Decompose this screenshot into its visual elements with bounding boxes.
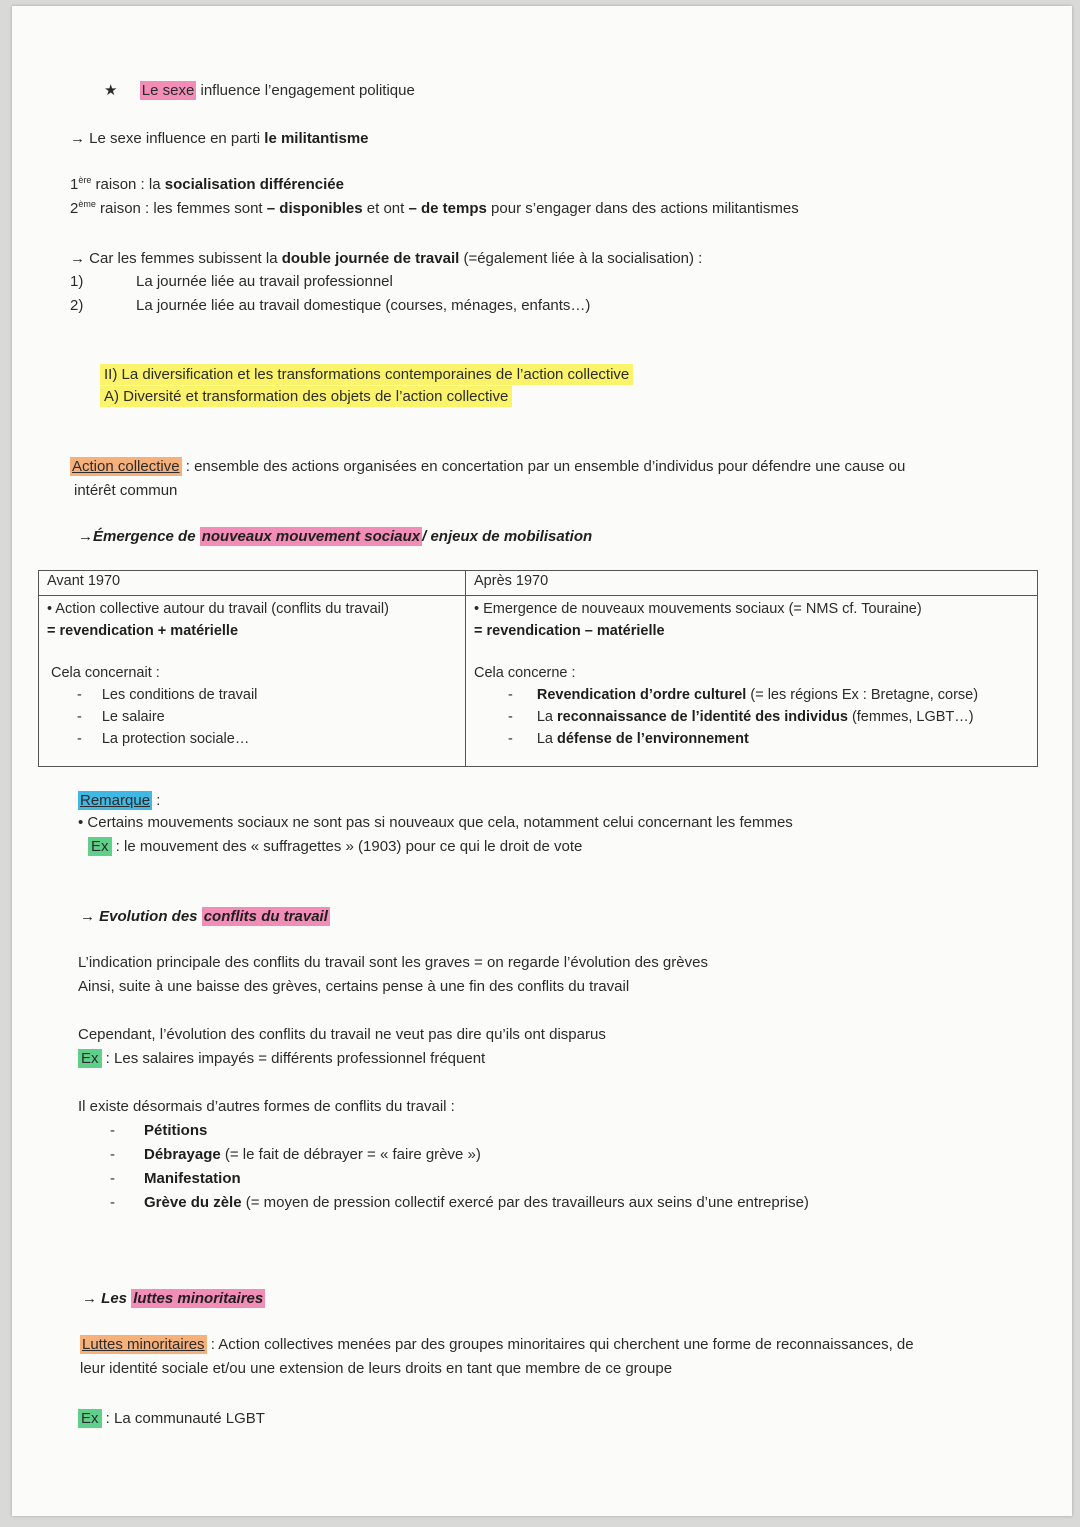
term-action-collective: Action collective: [72, 458, 180, 475]
list-item: - Grève du zèle (= moyen de pression collectif exercé par des travailleurs aux seins d’une entreprise): [110, 1194, 809, 1211]
definition-continuation: leur identité sociale et/ou une extension de leurs droits en tant que membre de ce groupe: [80, 1360, 673, 1377]
definition-luttes: Luttes minoritaires : Action collectives menées par des groupes minoritaires qui cherchent une forme de reconnaissances, de: [82, 1336, 914, 1353]
table-cell-apres: • Emergence de nouveaux mouvements sociaux (= NMS cf. Touraine) = revendication – matérielle Cela concerne : - Revendication d’ordre culturel (= les régions Ex : Bretagne, corse) - La reconnaissance de l’identité des individus (femmes, LGBT…) - La défense de l’environnement: [466, 596, 1038, 767]
list-item: - Le salaire: [77, 709, 165, 725]
list-item: - La reconnaissance de l’identité des individus (femmes, LGBT…): [508, 709, 974, 725]
list-item: - Manifestation: [110, 1170, 241, 1187]
evolution-para-2: Cependant, l’évolution des conflits du travail ne veut pas dire qu’ils ont disparus Ex : Les salaires impayés = différents professionnel fréquent: [78, 1026, 606, 1067]
list-item: - Débrayage (= le fait de débrayer = « faire grève »): [110, 1146, 481, 1163]
luttes-example: Ex : La communauté LGBT: [78, 1410, 265, 1428]
star-icon: ★: [104, 82, 118, 99]
section-title: ★ Le sexe influence l’engagement politique: [104, 82, 415, 99]
luttes-heading: → Les luttes minoritaires: [82, 1290, 264, 1307]
list-item: - La défense de l’environnement: [508, 731, 749, 747]
list-item: 2) La journée liée au travail domestique (courses, ménages, enfants…): [70, 297, 591, 314]
list-item: - Pétitions: [110, 1122, 208, 1139]
comparison-table: [38, 570, 1038, 767]
definition-action-collective: Action collective : ensemble des actions organisées en concertation par un ensemble d’individus pour défendre une cause ou: [72, 458, 906, 475]
ex-badge: Ex: [78, 1409, 102, 1428]
remarque-example: Ex : le mouvement des « suffragettes » (1903) pour ce qui le droit de vote: [88, 838, 582, 856]
remarque-line-1: • Certains mouvements sociaux ne sont pas si nouveaux que cela, notamment celui concernant les femmes: [78, 814, 793, 831]
raison-1: 1ère raison : la socialisation différenciée: [70, 175, 344, 193]
list-item: - Les conditions de travail: [77, 687, 258, 703]
list-item: - La protection sociale…: [77, 731, 250, 747]
table-header: Avant 1970: [39, 571, 466, 596]
table-header: Après 1970: [466, 571, 1038, 596]
ex-badge: Ex: [88, 837, 112, 856]
evolution-heading: → Evolution des conflits du travail: [80, 908, 328, 925]
heading-section-2: II) La diversification et les transformations contemporaines de l’action collective A) Diversité et transformation des objets de l’action collective: [100, 364, 633, 408]
definition-continuation: intérêt commun: [74, 482, 178, 499]
document-page: [12, 6, 1072, 1516]
term-luttes-minoritaires: Luttes minoritaires: [82, 1336, 205, 1353]
emergence-heading: →Émergence de nouveaux mouvement sociaux / enjeux de mobilisation: [78, 528, 593, 545]
remarque-label: Remarque :: [80, 792, 161, 809]
highlight-le-sexe: Le sexe: [141, 82, 195, 99]
arrow-icon: →: [78, 528, 93, 545]
raison-2: 2ème raison : les femmes sont – disponibles et ont – de temps pour s’engager dans des actions militantismes: [70, 199, 799, 217]
ex-badge: Ex: [78, 1049, 102, 1068]
arrow-line-militantisme: → Le sexe influence en parti le militantisme: [70, 130, 369, 147]
list-item: 1) La journée liée au travail professionnel: [70, 273, 393, 290]
double-journee-line: → Car les femmes subissent la double journée de travail (=également liée à la socialisation) :: [70, 250, 703, 267]
list-item: - Revendication d’ordre culturel (= les régions Ex : Bretagne, corse): [508, 687, 979, 703]
table-cell-avant: • Action collective autour du travail (conflits du travail) = revendication + matérielle Cela concernait : - Les conditions de travail - Le salaire - La protection sociale…: [39, 596, 466, 767]
evolution-forms-intro: Il existe désormais d’autres formes de conflits du travail :: [78, 1098, 455, 1115]
evolution-para-1: L’indication principale des conflits du travail sont les graves = on regarde l’évolution des grèves Ainsi, suite à une baisse des grèves, certains pense à une fin des conflits du travail: [78, 954, 708, 995]
